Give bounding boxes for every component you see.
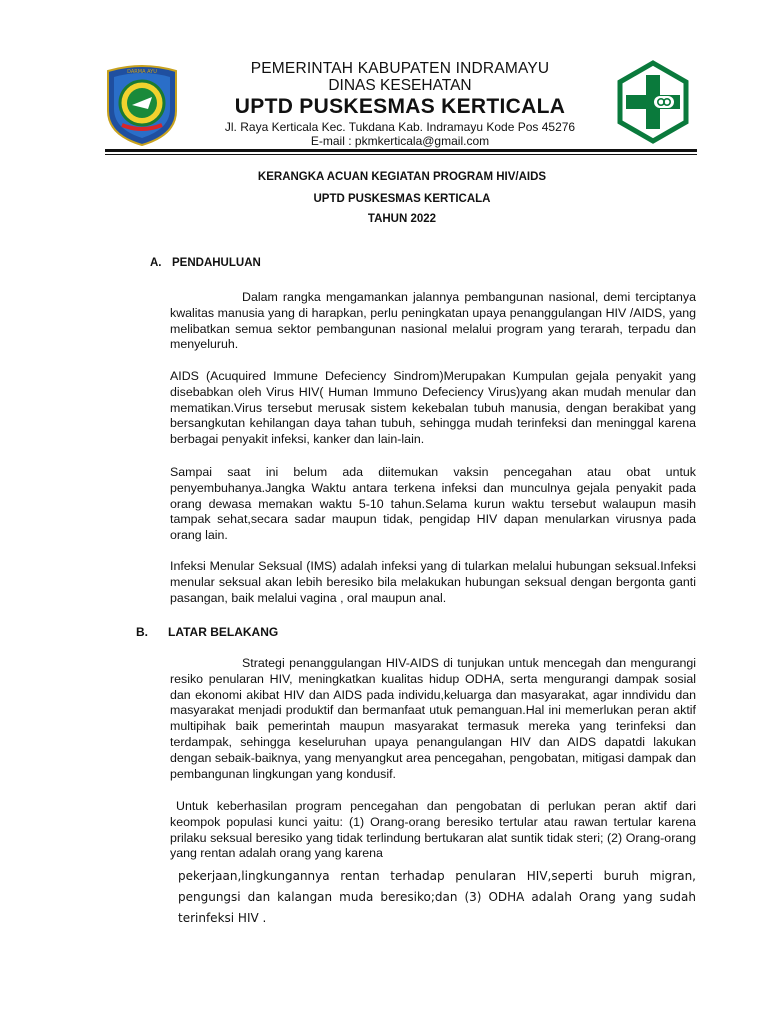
letterhead-email: E-mail : pkmkerticala@gmail.com (310, 134, 490, 148)
section-a-paragraph-1: Dalam rangka mengamankan jalannya pembangunan nasional, demi terciptanya kwalitas manusia yang di harapkan, perlu peningkatan upaya penanggulangan HIV /AIDS, yang melibatkan semua sektor pembangunan nasional melalui program yang terarah, terpadu dan menyeluruh. (170, 290, 696, 352)
section-b-paragraph-2: Untuk keberhasilan program pencegahan dan pengobatan di perlukan peran aktif dari keompok populasi kunci yaitu: (1) Orang-orang beresiko tertular atau rawan tertular karena prilaku seksual beresiko yang tidak terlindung bertukaran alat suntik tidak steri; (2) Orang-orang yang rentan adalah orang yang karena (170, 799, 696, 861)
svg-text:DARMA AYU: DARMA AYU (127, 69, 157, 75)
section-a-title: PENDAHULUAN (172, 257, 261, 269)
section-b-paragraph-2-continued: pekerjaan,lingkungannya rentan terhadap penularan HIV,seperti buruh migran, pengungsi dan kalangan muda beresiko;dan (3) ODHA adalah Orang yang sudah terinfeksi HIV . (178, 869, 696, 925)
section-a-label: A. (150, 257, 162, 269)
section-b-heading (136, 625, 278, 639)
section-a-paragraph-3: Sampai saat ini belum ada diitemukan vaksin pencegahan atau obat untuk penyembuhanya.Jangka Waktu antara terkena infeksi dan munculnya gejala penyakit pada orang dewasa memakan waktu 5-10 tahun.Selama kurun waktu tersebut walaupun masih tampak sehat,secara sadar maupun tidak, pengidap HIV dapan menularkan virusnya pada orang lain. (170, 465, 696, 543)
puskesmas-logo-icon (614, 60, 692, 144)
regency-crest-icon (104, 63, 180, 147)
letterhead (200, 60, 600, 148)
document-subtitle: UPTD PUSKESMAS KERTICALA (313, 193, 491, 205)
letterhead-agency: DINAS KESEHATAN (328, 77, 472, 94)
letterhead-institution: UPTD PUSKESMAS KERTICALA (234, 95, 566, 118)
letterhead-government: PEMERINTAH KABUPATEN INDRAMAYU (250, 60, 550, 77)
letterhead-address: Jl. Raya Kerticala Kec. Tukdana Kab. Indramayu Kode Pos 45276 (224, 120, 576, 134)
section-b-title: LATAR BELAKANG (168, 625, 279, 639)
letterhead-divider-thin (105, 154, 697, 155)
section-a-paragraph-4: Infeksi Menular Seksual (IMS) adalah infeksi yang di tularkan melalui hubungan seksual.Infeksi menular seksual akan lebih beresiko bila melakukan hubungan seksual dengan bergonta ganti pasangan, baik melalui vagina , oral maupun anal. (170, 559, 696, 605)
section-a-heading (150, 257, 261, 269)
letterhead-divider-thick (105, 149, 697, 152)
section-b-label: B. (136, 625, 148, 639)
document-year: TAHUN 2022 (367, 213, 437, 225)
section-b-paragraph-1: Strategi penanggulangan HIV-AIDS di tunjukan untuk mencegah dan mengurangi resiko penularan HIV, meningkatkan kualitas hidup ODHA, serta mengurangi dampak sosial dan ekonomi akibat HIV dan AIDS pada individu,keluarga dan masyarakat, agar inndividu dan masyarakat menjadi produktif dan bermanfaat utuk pemanguan.Hal ini memerlukan peran aktif multipihak baik pemerintah maupun masyarakat termasuk mereka yang terinfeksi dan terdampak, sehingga keseluruhan upaya penangulangan HIV dan AIDS dapatdi lakukan dengan sebaik-baiknya, yang menyangkut area pencegahan, pengobatan, mitigasi dampak dan pembangunan lingkungan yang kondusif. (170, 656, 696, 781)
section-a-paragraph-2: AIDS (Acuquired Immune Defeciency Sindrom)Merupakan Kumpulan gejala penyakit yang disebabkan oleh Virus HIV( Human Immuno Defeciency Virus)yang akan mudah menular dan mematikan.Virus tersebut merusak sistem kekebalan tubuh manusia, dengan berakibat yang bersangkutan kehilangan daya tahan tubuh, sehingga mudah terinfeksi dan meninggal karena berbagai penyakit infeksi, kanker dan lain-lain. (170, 369, 696, 447)
document-title: KERANGKA ACUAN KEGIATAN PROGRAM HIV/AIDS (257, 171, 547, 183)
